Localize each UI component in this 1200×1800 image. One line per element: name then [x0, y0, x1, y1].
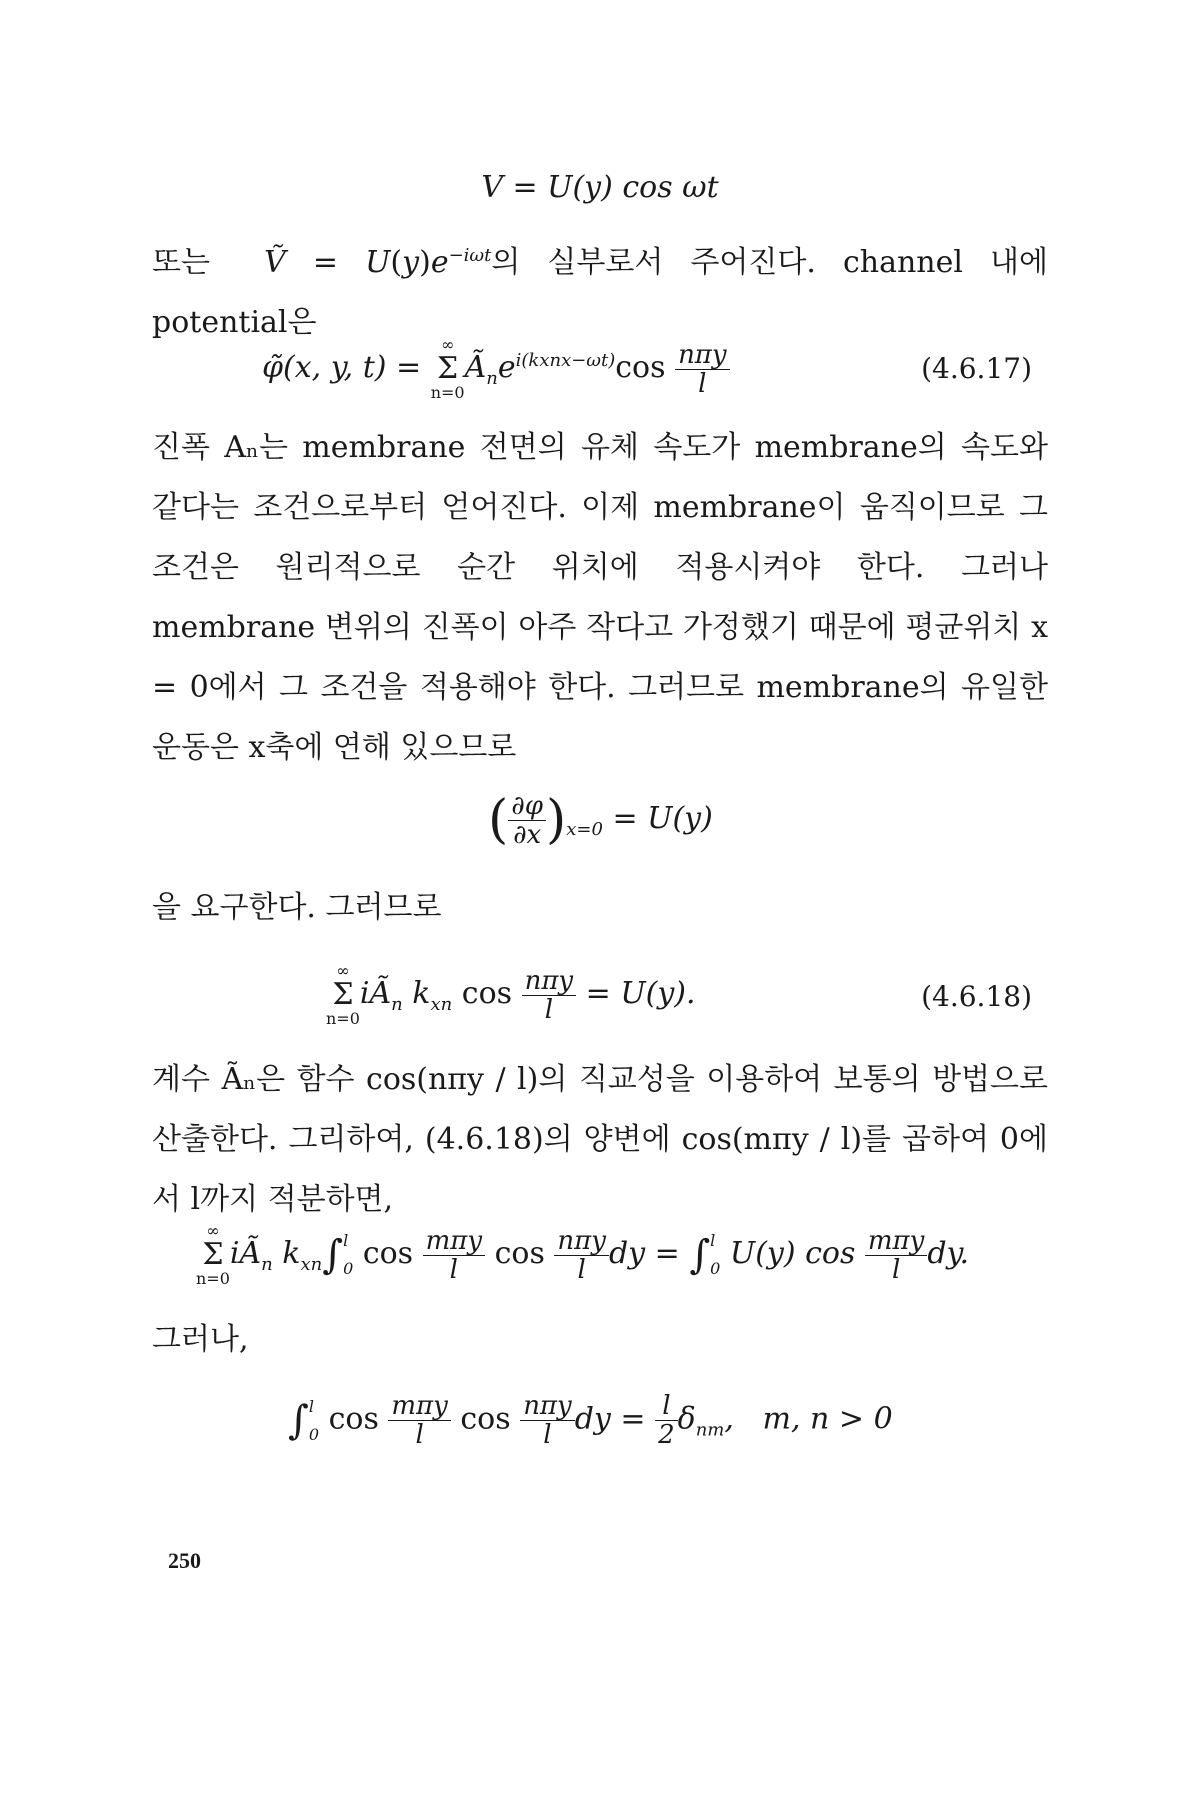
paragraph-requirement: 을 요구한다. 그러므로 — [152, 890, 442, 925]
equation-orthogonality: ∫ l 0 cos $\frac{\text{mπy}}{l}$ cos $\frac{\text{nπy}}{l}$ dy = $\frac{l}{2}$ $\delta_{nm}$, m, n > 0 — [288, 1391, 893, 1450]
fraction: $\frac{l}{2}$ — [655, 1392, 678, 1449]
integral-symbol: ∫ — [322, 1232, 344, 1278]
integral-symbol: ∫ — [689, 1232, 711, 1278]
paragraph-intro: 또는 Ṽ = $U(y)e^{-i\omega t}$의 실부로서 주어진다. channel 내에 potential은 — [152, 245, 1048, 340]
fraction: $\frac{\text{mπy}}{l}$ — [388, 1392, 450, 1449]
sum-symbol: ∞ Σ n=0 — [196, 1221, 230, 1288]
equation-velocity: V = U(y) cos ωt — [481, 170, 719, 205]
equation-boundary-condition: ( $\frac{\partial\varphi}{\partial x}$ )$_{x=0} = U(y)$ — [488, 790, 713, 850]
sum-symbol: ∞ Σ n=0 — [326, 961, 360, 1028]
sum-symbol: ∞ Σ n=0 — [430, 335, 465, 402]
equation-4-6-17: φ̃(x, y, t) = ∞ Σ n=0 $Ã_ne^{i(kxnx-\omega t)}\cos$ $\frac{\text{nπy}}{l}$ — [262, 336, 730, 402]
equation-integral: ∞ Σ n=0 $iÃ_n$ $k_{xn}\int$ l 0 cos $\frac{\text{mπy}}{l}$ cos $\frac{\text{nπy}}{l}$ dy = ∫ l 0 U(y) cos $\frac{\text{mπy}}{l}$ dy. — [196, 1221, 970, 1288]
fraction: $\frac{\text{nπy}}{l}$ — [554, 1227, 609, 1284]
fraction: $\frac{\text{nπy}}{l}$ — [675, 341, 730, 398]
fraction: $\frac{\partial\varphi}{\partial x}$ — [508, 792, 546, 849]
fraction: $\frac{\text{mπy}}{l}$ — [423, 1227, 485, 1284]
paragraph-amplitude: 진폭 Aₙ는 membrane 전면의 유체 속도가 membrane의 속도와 같다는 조건으로부터 얻어진다. 이제 membrane이 움직이므로 그 조건은 원리적으로 순간 위치에 적용시켜야 한다. 그러나 membrane 변위의 진폭이 아주 작다고 가정했기 때문에 평균위치 x = 0에서 그 조건을 적용해야 한다. 그러므로 membrane의 유일한 운동은 x축에 연해 있으므로 — [152, 430, 1048, 765]
fraction: $\frac{\text{nπy}}{l}$ — [522, 967, 577, 1024]
equation-number-4-6-18: (4.6.18) — [921, 980, 1032, 1013]
equation-4-6-18: ∞ Σ n=0 $iÃ_n$ $k_{xn}$ cos $\frac{\text{nπy}}{l}$ = U(y). — [326, 961, 696, 1028]
integral-symbol: ∫ — [288, 1397, 309, 1444]
page-number: 250 — [168, 1548, 201, 1573]
fraction: $\frac{\text{nπy}}{l}$ — [520, 1392, 575, 1449]
fraction: $\frac{\text{mπy}}{l}$ — [865, 1227, 927, 1284]
paragraph-however: 그러나, — [152, 1322, 249, 1357]
equation-number-4-6-17: (4.6.17) — [921, 352, 1032, 385]
paragraph-coefficients: 계수 Ãₙ은 함수 cos(nπy / l)의 직교성을 이용하여 보통의 방법으로 산출한다. 그리하여, (4.6.18)의 양변에 cos(mπy / l)를 곱하여 0에서 l까지 적분하면, — [152, 1062, 1048, 1217]
